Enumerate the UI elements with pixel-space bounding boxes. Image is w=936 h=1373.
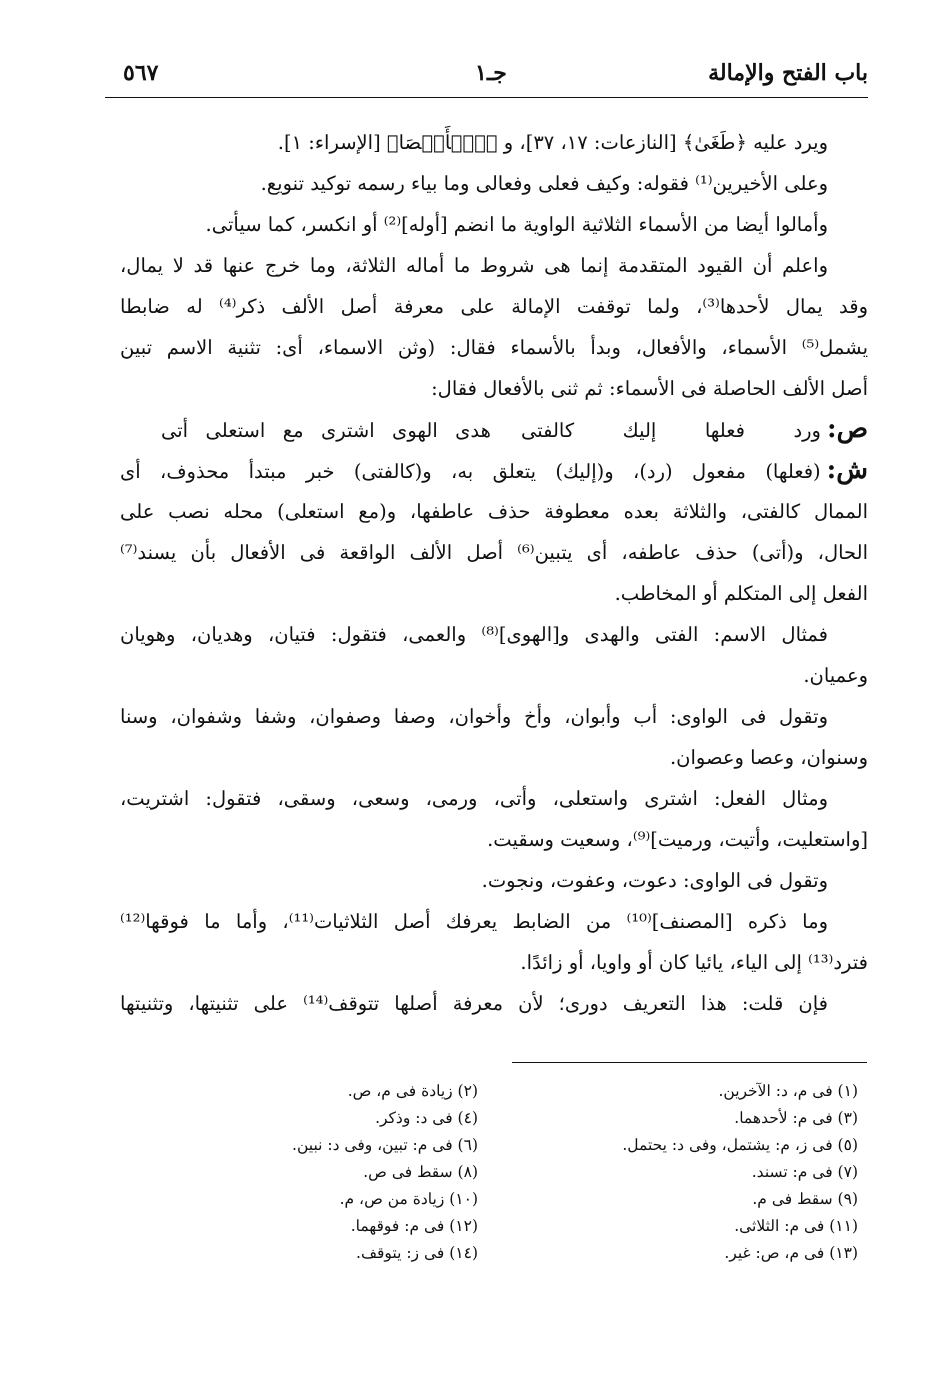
line-text: وتقول فى الواوى: أب وأبوان، وأخ وأخوان، وصفا وصفوان، وشفا وشفوان، وسنا	[120, 705, 828, 728]
text-line	[120, 409, 868, 450]
footnote: (٤) فى د: وذكر.	[375, 1109, 478, 1127]
footnote: (١٢) فى م: فوقهما.	[350, 1217, 478, 1235]
footnote: (٣) فى م: لأحدهما.	[734, 1109, 858, 1127]
header-rule	[105, 97, 868, 98]
line-text: (فعلها) مفعول (رد)، و(إليك) يتعلق به، و(كالفتى) خبر مبتدأ محذوف، أى	[120, 460, 821, 483]
text-line	[120, 163, 868, 204]
footnote: (١٣) فى م، ص: غير.	[724, 1244, 858, 1262]
text-line	[120, 737, 868, 778]
text-line	[120, 983, 868, 1024]
footnote: (١٤) فى ز: يتوقف.	[356, 1244, 478, 1262]
text-line	[120, 204, 868, 245]
line-text: الحال، و(أتى) حذف عاطفه، أى يتبين⁽⁶⁾ أصل الألف الواقعة فى الأفعال بأن يسند⁽⁷⁾	[120, 541, 869, 564]
text-line	[120, 573, 868, 614]
page-number: ٥٦٧	[123, 60, 159, 86]
footnote: (٦) فى م: تبين، وفى د: نبين.	[292, 1136, 478, 1154]
line-text: وتقول فى الواوى: دعوت، وعفوت، ونجوت.	[481, 869, 828, 892]
volume-number: جـ١	[475, 60, 507, 86]
footnote: (٩) سقط فى م.	[752, 1190, 858, 1208]
footnote: (٢) زيادة فى م، ص.	[347, 1082, 478, 1100]
text-line	[120, 450, 868, 491]
line-text: فإن قلت: هذا التعريف دورى؛ لأن معرفة أصلها تتوقف⁽¹⁴⁾ على تثنيتها، وتثنيتها	[120, 992, 828, 1015]
text-line	[120, 778, 868, 819]
line-text: وما ذكره [المصنف]⁽¹⁰⁾ من الضابط يعرفك أصل الثلاثيات⁽¹¹⁾، وأما ما فوقها⁽¹²⁾	[120, 910, 828, 933]
text-line	[120, 942, 868, 983]
footnote: (١٠) زيادة من ص، م.	[339, 1190, 478, 1208]
text-line	[120, 696, 868, 737]
line-text: وقد يمال لأحدها⁽³⁾، ولما توقفت الإمالة على معرفة أصل الألف ذكر⁽⁴⁾ له ضابطا	[120, 295, 869, 318]
text-line	[120, 368, 868, 409]
line-text: ويرد عليه ﴿طَغَىٰ﴾ [النازعات: ١٧، ٣٧]، و ﴿ٱلۡأَقۡصَا﴾ [الإسراء: ١].	[277, 131, 828, 154]
line-text: وأمالوا أيضا من الأسماء الثلاثية الواوية ما انضم [أوله]⁽²⁾ أو انكسر، كما سيأتى.	[205, 213, 828, 236]
line-text: [واستعليت، وأتيت، ورميت]⁽⁹⁾، وسعيت وسقيت.	[487, 828, 868, 851]
line-text: ومثال الفعل: اشترى واستعلى، وأتى، ورمى، وسعى، وسقى، فتقول: اشتريت،	[120, 787, 828, 810]
text-line	[120, 491, 868, 532]
line-text: يشمل⁽⁵⁾ الأسماء، والأفعال، وبدأ بالأسماء فقال: (وثن الاسماء، أى: تثنية الاسم تبين	[120, 336, 868, 359]
footnote: (٥) فى ز، م: يشتمل، وفى د: يحتمل.	[622, 1136, 858, 1154]
text-line	[120, 614, 868, 655]
text-line	[120, 532, 868, 573]
line-text: وعميان.	[803, 664, 868, 687]
text-line	[120, 655, 868, 696]
line-text: الممال كالفتى، والثلاثة بعده معطوفة حذف عاطفها، و(مع استعلى) محله نصب على	[120, 500, 868, 523]
line-text: وسنوان، وعصا وعصوان.	[669, 746, 868, 769]
text-line	[120, 901, 868, 942]
verse-hemistich-second: هدى الهوى اشترى مع استعلى أتى	[160, 419, 491, 442]
line-text: واعلم أن القيود المتقدمة إنما هى شروط ما أماله الثلاثة، وما خرج عنها قد لا يمال،	[120, 254, 828, 277]
line-text: فمثال الاسم: الفتى والهدى و[الهوى]⁽⁸⁾ والعمى، فتقول: فتيان، وهديان، وهويان	[120, 623, 828, 646]
text-line	[120, 327, 868, 368]
text-line	[120, 286, 868, 327]
text-line	[120, 819, 868, 860]
verse-hemistich-first: ورد فعلها إليك كالفتى	[520, 419, 821, 442]
footnote: (٧) فى م: تسند.	[751, 1163, 858, 1181]
text-line	[120, 860, 868, 901]
footnotes-left-column	[188, 1078, 478, 1267]
line-text: وعلى الأخيرين⁽¹⁾ فقوله: وكيف فعلى وفعالى وما بياء رسمه توكيد تنويع.	[260, 172, 828, 195]
main-text	[120, 122, 868, 1024]
chapter-title: باب الفتح والإمالة	[708, 60, 868, 86]
text-line	[120, 122, 868, 163]
footnote-separator	[512, 1062, 867, 1063]
text-line	[120, 245, 868, 286]
line-text: الفعل إلى المتكلم أو المخاطب.	[614, 582, 868, 605]
line-text: فترد⁽¹³⁾ إلى الياء، يائيا كان أو واويا، أو زائدًا.	[520, 951, 868, 974]
section-label: ش:	[826, 455, 868, 485]
footnote: (١) فى م، د: الآخرين.	[718, 1082, 858, 1100]
footnote: (٨) سقط فى ص.	[363, 1163, 478, 1181]
section-label: ص:	[826, 414, 868, 444]
line-text: أصل الألف الحاصلة فى الأسماء: ثم ثنى بالأفعال فقال:	[431, 377, 868, 400]
footnote: (١١) فى م: الثلاثى.	[734, 1217, 858, 1235]
footnotes-right-column	[528, 1078, 858, 1267]
running-header	[105, 60, 868, 100]
